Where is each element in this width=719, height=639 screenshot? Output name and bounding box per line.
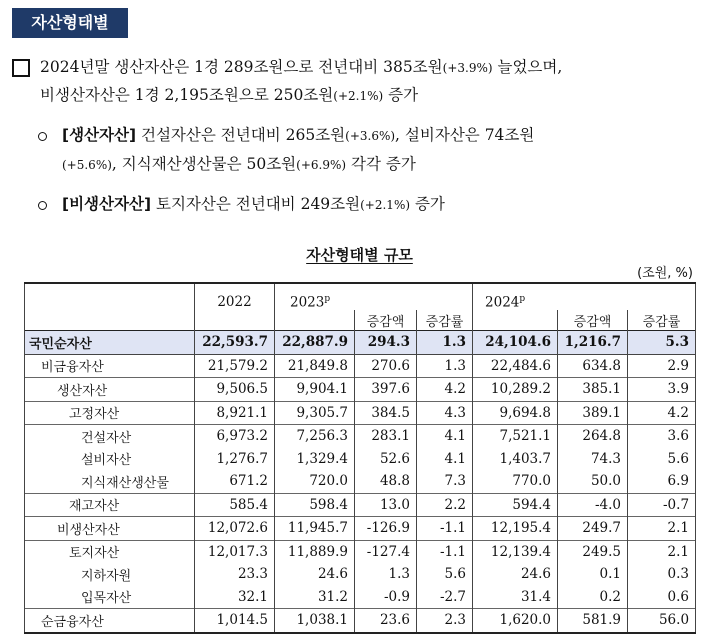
table-cell: 7,521.1 <box>473 425 558 448</box>
table-cell: 397.6 <box>355 378 417 402</box>
table-row <box>25 586 696 609</box>
sub1-text1a: 건설자산은 전년대비 265조원 <box>136 126 346 144</box>
table-cell: 283.1 <box>355 425 417 448</box>
main-bullet-line2 <box>40 84 418 107</box>
main-line2-end: 증가 <box>383 86 419 104</box>
table-cell: 1,403.7 <box>473 448 558 471</box>
table-cell: 1,276.7 <box>195 448 275 471</box>
table-cell: 1,216.7 <box>558 331 628 355</box>
row-label: 지하자원 <box>25 563 195 586</box>
row-label: 입목자산 <box>25 586 195 609</box>
table-unit: (조원, %) <box>637 266 693 281</box>
table-cell: 249.7 <box>558 517 628 541</box>
table-row <box>25 378 696 402</box>
sub1-rate1: (+3.6%) <box>345 129 396 143</box>
row-label: 생산자산 <box>25 378 195 402</box>
header-2024: 2024$^p$ <box>473 283 696 310</box>
table-cell: 11,945.7 <box>275 517 355 541</box>
table-cell: 2.1 <box>628 540 696 563</box>
table-cell: 23.3 <box>195 563 275 586</box>
main-line1-end: 늘었으며, <box>492 58 563 76</box>
table-cell: 270.6 <box>355 354 417 378</box>
table-cell: 6.9 <box>628 470 696 493</box>
asset-table <box>24 282 696 634</box>
table-cell: 24.6 <box>473 563 558 586</box>
table-cell: 585.4 <box>195 493 275 517</box>
table-cell: 9,694.8 <box>473 401 558 425</box>
table-cell: 12,017.3 <box>195 540 275 563</box>
table-cell: 13.0 <box>355 493 417 517</box>
row-label: 비생산자산 <box>25 517 195 541</box>
table-cell: 0.6 <box>628 586 696 609</box>
table-cell: -2.7 <box>417 586 473 609</box>
header-diff-amt-2023: 증감액 <box>355 310 417 331</box>
table-cell: 12,195.4 <box>473 517 558 541</box>
table-cell: 22,484.6 <box>473 354 558 378</box>
sub2-text: 토지자산은 전년대비 249조원 <box>151 195 361 213</box>
sub1-text1c: , 설비자산은 74조원 <box>395 126 535 144</box>
sub2-tag: [비생산자산] <box>62 195 152 213</box>
table-cell: 8,921.1 <box>195 401 275 425</box>
checkbox-bullet-icon <box>12 59 30 77</box>
table-cell: 770.0 <box>473 470 558 493</box>
table-cell: 594.4 <box>473 493 558 517</box>
circle-bullet-icon <box>38 201 47 210</box>
main-line1-rate: (+3.9%) <box>442 61 493 75</box>
table-cell: 4.1 <box>417 425 473 448</box>
sub1-text2b: , 지식재산생산물은 50조원 <box>111 155 297 173</box>
section-title: 자산형태별 <box>12 8 128 38</box>
header-diff-rate-2024: 증감률 <box>628 310 696 331</box>
main-line2-text: 비생산자산은 1경 2,195조원으로 250조원 <box>40 86 334 104</box>
table-cell: 52.6 <box>355 448 417 471</box>
table-cell: 4.1 <box>417 448 473 471</box>
sub1-rate2: (+5.6%) <box>62 158 112 172</box>
table-cell: 3.6 <box>628 425 696 448</box>
row-label: 비금융자산 <box>25 354 195 378</box>
sub2-rate: (+2.1%) <box>360 198 411 212</box>
table-cell: 32.1 <box>195 586 275 609</box>
table-cell: -126.9 <box>355 517 417 541</box>
table-cell: 1.3 <box>355 563 417 586</box>
table-cell: 2.9 <box>628 354 696 378</box>
table-cell: 24.6 <box>275 563 355 586</box>
main-line1-text: 2024년말 생산자산은 1경 289조원으로 전년대비 385조원 <box>40 58 443 76</box>
table-cell: 2.3 <box>417 609 473 633</box>
table-cell: 0.3 <box>628 563 696 586</box>
table-cell: 21,579.2 <box>195 354 275 378</box>
table-cell: 7.3 <box>417 470 473 493</box>
table-cell: 6,973.2 <box>195 425 275 448</box>
table-row <box>25 470 696 493</box>
table-cell: 4.2 <box>417 378 473 402</box>
table-cell: 12,072.6 <box>195 517 275 541</box>
table-cell: 5.6 <box>628 448 696 471</box>
table-cell: 22,887.9 <box>275 331 355 355</box>
table-cell: 31.2 <box>275 586 355 609</box>
table-row <box>25 540 696 563</box>
sub2-end: 증가 <box>410 195 445 213</box>
row-label: 순금융자산 <box>25 609 195 633</box>
table-cell: -1.1 <box>417 517 473 541</box>
table-cell: 249.5 <box>558 540 628 563</box>
table-cell: 1.3 <box>417 331 473 355</box>
table-cell: 10,289.2 <box>473 378 558 402</box>
table-row <box>25 493 696 517</box>
table-row <box>25 517 696 541</box>
table-row <box>25 448 696 471</box>
table-row <box>25 609 696 633</box>
header-2022: 2022 <box>195 283 275 310</box>
header-blank <box>25 283 195 310</box>
table-cell: 294.3 <box>355 331 417 355</box>
table-cell: 4.2 <box>628 401 696 425</box>
main-line2-rate: (+2.1%) <box>333 89 384 103</box>
table-cell: 1,329.4 <box>275 448 355 471</box>
table-cell: 50.0 <box>558 470 628 493</box>
table-cell: 4.3 <box>417 401 473 425</box>
table-cell: 384.5 <box>355 401 417 425</box>
header-2023: 2023$^p$ <box>275 283 473 310</box>
table-cell: 634.8 <box>558 354 628 378</box>
circle-bullet-icon <box>38 132 47 141</box>
table-row <box>25 401 696 425</box>
table-cell: 12,139.4 <box>473 540 558 563</box>
table-cell: 48.8 <box>355 470 417 493</box>
table-cell: 5.6 <box>417 563 473 586</box>
table-cell: 0.1 <box>558 563 628 586</box>
sub1-tag: [생산자산] <box>62 126 137 144</box>
table-row <box>25 563 696 586</box>
table-cell: -0.7 <box>628 493 696 517</box>
header-diff-rate-2023: 증감률 <box>417 310 473 331</box>
table-cell: 720.0 <box>275 470 355 493</box>
table-caption: 자산형태별 규모 <box>306 246 413 264</box>
table-cell: -4.0 <box>558 493 628 517</box>
table-cell: 385.1 <box>558 378 628 402</box>
table-cell: 9,506.5 <box>195 378 275 402</box>
table-cell: -0.9 <box>355 586 417 609</box>
table-cell: 5.3 <box>628 331 696 355</box>
table-cell: 74.3 <box>558 448 628 471</box>
table-cell: 31.4 <box>473 586 558 609</box>
table-cell: 671.2 <box>195 470 275 493</box>
sub1-line1 <box>62 124 534 147</box>
header-diff-amt-2024: 증감액 <box>558 310 628 331</box>
table-cell: 21,849.8 <box>275 354 355 378</box>
table-cell: 24,104.6 <box>473 331 558 355</box>
table-cell: 11,889.9 <box>275 540 355 563</box>
table-cell: 1.3 <box>417 354 473 378</box>
table-cell: 23.6 <box>355 609 417 633</box>
row-label: 고정자산 <box>25 401 195 425</box>
main-bullet-line1 <box>40 56 562 79</box>
table-row <box>25 425 696 448</box>
table-cell: -127.4 <box>355 540 417 563</box>
table-cell: -1.1 <box>417 540 473 563</box>
table-cell: 1,620.0 <box>473 609 558 633</box>
table-cell: 56.0 <box>628 609 696 633</box>
sub1-text2d: 각각 증가 <box>346 155 416 173</box>
row-label: 건설자산 <box>25 425 195 448</box>
table-cell: 1,038.1 <box>275 609 355 633</box>
table-cell: 598.4 <box>275 493 355 517</box>
table-cell: 581.9 <box>558 609 628 633</box>
table-cell: 2.1 <box>628 517 696 541</box>
table-row-total <box>25 331 696 355</box>
sub1-rate3: (+6.9%) <box>296 158 347 172</box>
row-label: 설비자산 <box>25 448 195 471</box>
row-label: 지식재산생산물 <box>25 470 195 493</box>
table-cell: 9,904.1 <box>275 378 355 402</box>
table-cell: 389.1 <box>558 401 628 425</box>
sub1-line2 <box>62 153 416 176</box>
table-cell: 3.9 <box>628 378 696 402</box>
table-cell: 22,593.7 <box>195 331 275 355</box>
row-label: 토지자산 <box>25 540 195 563</box>
table-cell: 1,014.5 <box>195 609 275 633</box>
row-label: 국민순자산 <box>25 331 195 355</box>
row-label: 재고자산 <box>25 493 195 517</box>
table-row <box>25 354 696 378</box>
table-cell: 7,256.3 <box>275 425 355 448</box>
table-cell: 0.2 <box>558 586 628 609</box>
table-cell: 2.2 <box>417 493 473 517</box>
sub2-line <box>62 193 445 216</box>
table-cell: 9,305.7 <box>275 401 355 425</box>
table-cell: 264.8 <box>558 425 628 448</box>
